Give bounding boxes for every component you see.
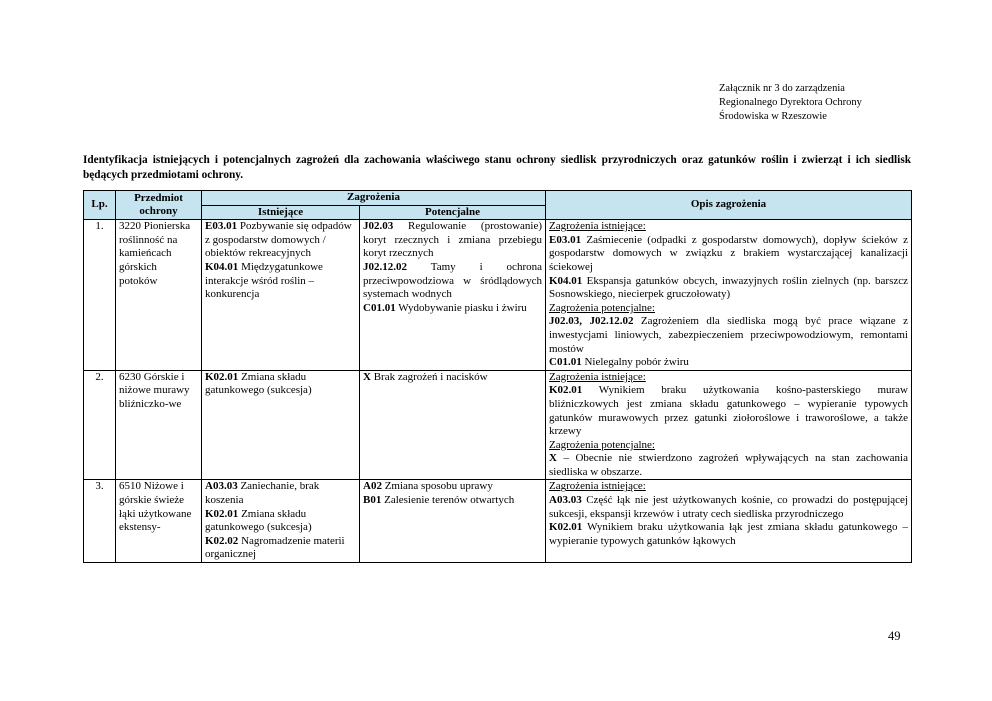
description-code: C01.01: [549, 356, 582, 369]
description-code: E03.01: [549, 233, 582, 246]
description-text: – Obecnie nie stwierdzono zagrożeń wpływających na stan zachowania siedliska w obszarze.: [549, 452, 908, 478]
threat-item: [205, 261, 356, 302]
row-potential-threats: [360, 220, 546, 371]
description-code: K04.01: [549, 274, 583, 287]
threat-text: Wydobywanie piasku i żwiru: [395, 301, 527, 314]
threat-item: [205, 220, 356, 261]
threat-item: [205, 508, 356, 535]
row-existing-threats: [202, 480, 360, 563]
threat-code: A03.03: [205, 480, 238, 493]
description-text: Nielegalny pobór żwiru: [581, 356, 689, 369]
threat-item: [363, 371, 542, 385]
header-subject: Przedmiot ochrony: [116, 191, 202, 220]
row-description: [546, 220, 912, 371]
description-heading: Zagrożenia istniejące:: [549, 220, 646, 233]
threat-item: [363, 261, 542, 302]
header-description: Opis zagrożenia: [546, 191, 912, 220]
description-code: J02.03, J02.12.02: [549, 315, 634, 328]
document-heading: Identyfikacja istniejących i potencjalnych zagrożeń dla zachowania właściwego stanu ochrony siedlisk przyrodniczych oraz gatunków roślin i zwierząt i ich siedlisk będących przedmiotami ochrony.: [83, 154, 911, 181]
description-item: [549, 452, 908, 479]
threat-code: C01.01: [363, 301, 396, 314]
row-description: [546, 480, 912, 563]
description-code: K02.01: [549, 521, 583, 534]
header-existing: Istniejące: [202, 205, 360, 220]
threat-item: [205, 535, 356, 562]
row-lp: 1.: [84, 220, 116, 371]
threat-text: Zmiana składu gatunkowego (sukcesja): [205, 370, 312, 397]
header-note-line-3: Środowiska w Rzeszowie: [719, 111, 827, 122]
description-item: [549, 494, 908, 521]
row-potential-threats: [360, 480, 546, 563]
description-item: [549, 275, 908, 302]
description-heading: Zagrożenia istniejące:: [549, 480, 646, 493]
threat-text: Międzygatunkowe interakcje wśród roślin – konkurencja: [205, 260, 323, 301]
description-text: Wynikiem braku użytkowania łąk jest zmiana składu gatunkowego – wypieranie typowych gatunków łąkowych: [549, 521, 908, 547]
description-text: Wynikiem braku użytkowania kośno-pasterskiego muraw bliźniczkowych jest zmiana składu gatunkowego – wypieranie typowych gatunków murawowych przez gatunki ziołoroślowe i traworoślowe, a także krzewy: [549, 384, 908, 438]
row-potential-threats: [360, 370, 546, 480]
header-note: [719, 82, 969, 124]
description-heading: Zagrożenia potencjalne:: [549, 438, 655, 451]
header-lp: Lp.: [84, 191, 116, 220]
threat-item: [205, 371, 356, 398]
threat-code: K02.01: [205, 507, 239, 520]
header-note-line-2: Regionalnego Dyrektora Ochrony: [719, 97, 862, 108]
description-item: [549, 384, 908, 438]
threat-code: A02: [363, 480, 382, 493]
row-existing-threats: [202, 370, 360, 480]
description-item: [549, 234, 908, 275]
threat-code: K02.01: [205, 370, 239, 383]
row-description: [546, 370, 912, 480]
threat-text: Nagromadzenie materii organicznej: [205, 534, 345, 561]
row-subject: 6230 Górskie i niżowe murawy bliźniczko-we: [116, 370, 202, 480]
threat-code: X: [363, 370, 371, 383]
row-lp: 2.: [84, 370, 116, 480]
row-existing-threats: [202, 220, 360, 371]
threat-text: Regulowanie (prostowanie) koryt rzecznych i zmiana przebiegu koryt rzecznych: [363, 220, 542, 260]
header-threats: Zagrożenia: [202, 191, 546, 206]
description-item: [549, 315, 908, 356]
description-item: [549, 521, 908, 548]
header-potential: Potencjalne: [360, 205, 546, 220]
threat-text: Tamy i ochrona przeciwpowodziowa w śródlądowych systemach wodnych: [363, 260, 542, 301]
description-text: Zagrożeniem dla siedliska mogą być prace wiązane z inwestycjami liniowych, zabezpieczeniem przeciwpowodziowym, remontami mostów: [549, 315, 909, 355]
description-code: A03.03: [549, 494, 582, 507]
row-lp: 3.: [84, 480, 116, 563]
description-text: Ekspansja gatunków obcych, inwazyjnych roślin zielnych (np. barszcz Sosnowskiego, niecierpek gruczołowaty): [549, 274, 908, 301]
table-body: [84, 220, 912, 563]
description-code: K02.01: [549, 384, 583, 397]
threat-text: Zmiana składu gatunkowego (sukcesja): [205, 507, 312, 534]
threat-text: Zmiana sposobu uprawy: [381, 480, 493, 493]
description-code: X: [549, 452, 557, 465]
threat-code: E03.01: [205, 220, 238, 233]
threat-text: Brak zagrożeń i nacisków: [370, 370, 488, 383]
threat-text: Zaniechanie, brak koszenia: [205, 480, 320, 507]
threat-code: J02.03: [363, 220, 394, 233]
threat-text: Pozbywanie się odpadów z gospodarstw domowych / obiektów rekreacyjnych: [205, 220, 352, 260]
page-number: 49: [888, 629, 901, 643]
table-row: [84, 220, 912, 371]
threats-table: [83, 190, 912, 563]
table-row: [84, 370, 912, 480]
threat-code: J02.12.02: [363, 260, 407, 273]
threat-code: K02.02: [205, 534, 239, 547]
table-header-row: [84, 191, 912, 206]
threat-code: B01: [363, 494, 382, 507]
description-item: [549, 356, 908, 370]
description-heading: Zagrożenia istniejące:: [549, 370, 646, 383]
threat-code: K04.01: [205, 260, 239, 273]
threat-item: [363, 494, 542, 508]
threat-text: Zalesienie terenów otwartych: [381, 494, 515, 507]
header-note-line-1: Załącznik nr 3 do zarządzenia: [719, 83, 845, 94]
threat-item: [363, 480, 542, 494]
description-text: Część łąk nie jest użytkowanych kośnie, co prowadzi do postępującej sukcesji, ekspansji krzewów i utraty cech siedliska przyrodniczego: [549, 494, 908, 520]
threat-item: [363, 220, 542, 261]
threat-item: [363, 302, 542, 316]
row-subject: 3220 Pionierska roślinność na kamieńcach górskich potoków: [116, 220, 202, 371]
threat-item: [205, 480, 356, 507]
table-row: [84, 480, 912, 563]
description-text: Zaśmiecenie (odpadki z gospodarstw domowych), dopływ ścieków z gospodarstw domowych w związku z brakiem wystarczającej kanalizacji ściekowej: [549, 233, 908, 273]
description-heading: Zagrożenia potencjalne:: [549, 301, 655, 314]
row-subject: 6510 Niżowe i górskie świeże łąki użytkowane ekstensy-: [116, 480, 202, 563]
